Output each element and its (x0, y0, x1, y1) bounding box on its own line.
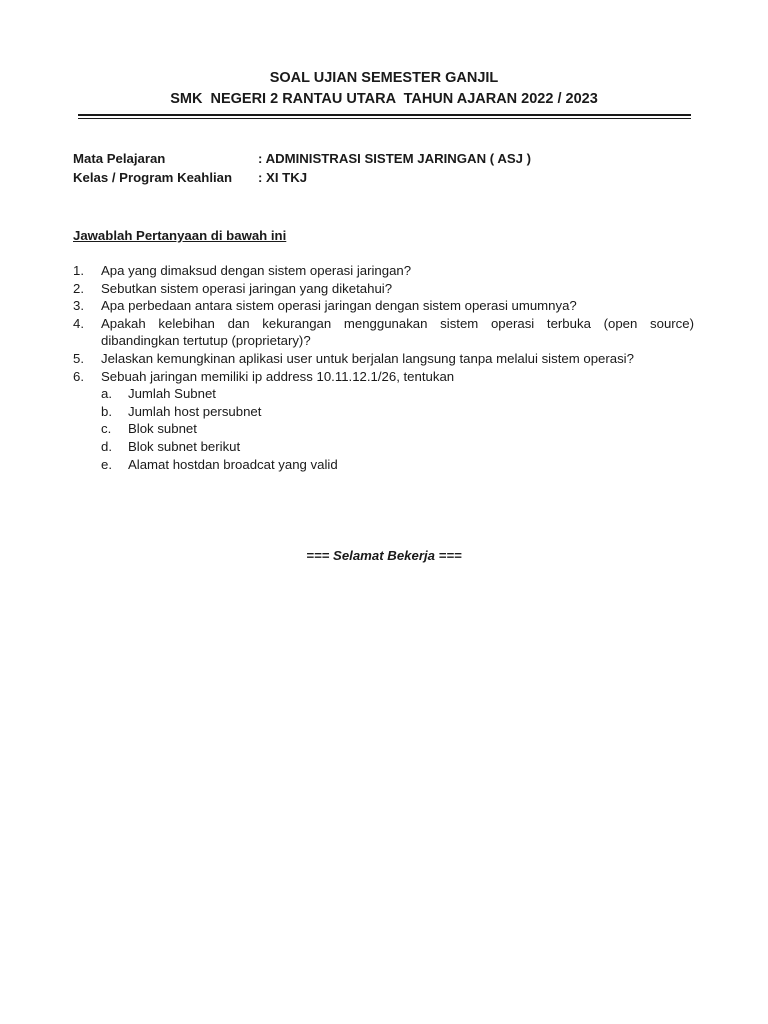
sub-question-letter: a. (101, 386, 112, 402)
sub-question-list (101, 385, 694, 473)
sub-question-item (101, 456, 694, 474)
question-text: Jelaskan kemungkinan aplikasi user untuk berjalan langsung tanpa melalui sistem operasi? (101, 350, 634, 366)
question-item (73, 315, 694, 350)
subject-row (73, 149, 678, 168)
question-number: 3. (73, 298, 84, 314)
sub-question-text: Jumlah Subnet (128, 386, 216, 402)
sub-question-text: Alamat hostdan broadcat yang valid (128, 456, 338, 472)
question-text: Sebutkan sistem operasi jaringan yang diketahui? (101, 280, 393, 296)
question-item (73, 350, 694, 368)
question-text: Apakah kelebihan dan kekurangan menggunakan sistem operasi terbuka (open source) dibandingkan tertutup (proprietary)? (101, 315, 694, 349)
exam-meta (73, 149, 678, 187)
exam-title: SOAL UJIAN SEMESTER GANJIL (269, 70, 499, 86)
header-divider-thick (78, 114, 691, 116)
header-divider-thin (78, 118, 691, 119)
sub-question-text: Blok subnet berikut (128, 438, 241, 454)
sub-question-item (101, 420, 694, 438)
class-value: : XI TKJ (258, 170, 308, 185)
question-item (73, 297, 694, 315)
sub-question-text: Blok subnet (128, 421, 197, 437)
question-number: 6. (73, 368, 84, 384)
sub-question-item (101, 438, 694, 456)
question-item (73, 262, 694, 280)
question-item (73, 280, 694, 298)
question-number: 1. (73, 263, 84, 278)
class-row (73, 168, 678, 187)
sub-question-item (101, 385, 694, 403)
instruction-heading: Jawablah Pertanyaan di bawah ini (73, 228, 287, 243)
sub-question-letter: e. (101, 456, 112, 472)
sub-question-letter: c. (101, 421, 112, 437)
question-number: 4. (73, 315, 84, 331)
sub-question-text: Jumlah host persubnet (128, 403, 262, 419)
question-number: 5. (73, 350, 84, 366)
question-list (73, 262, 694, 473)
subject-label: Mata Pelajaran (73, 151, 166, 166)
question-text: Apa yang dimaksud dengan sistem operasi jaringan? (101, 263, 412, 278)
question-item (73, 368, 694, 386)
question-number: 2. (73, 280, 84, 296)
sub-question-letter: b. (101, 403, 112, 419)
question-text: Sebuah jaringan memiliki ip address 10.11.12.1/26, tentukan (101, 368, 455, 384)
question-text: Apa perbedaan antara sistem operasi jaringan dengan sistem operasi umumnya? (101, 298, 577, 314)
closing-message: === Selamat Bekerja === (306, 548, 462, 563)
document-header (0, 68, 768, 110)
class-label: Kelas / Program Keahlian (73, 170, 233, 185)
school-year-title: SMK NEGERI 2 RANTAU UTARA TAHUN AJARAN 2022 / 2023 (170, 91, 598, 107)
subject-value: : ADMINISTRASI SISTEM JARINGAN ( ASJ ) (258, 151, 532, 166)
sub-question-item (101, 403, 694, 421)
sub-question-letter: d. (101, 438, 112, 454)
